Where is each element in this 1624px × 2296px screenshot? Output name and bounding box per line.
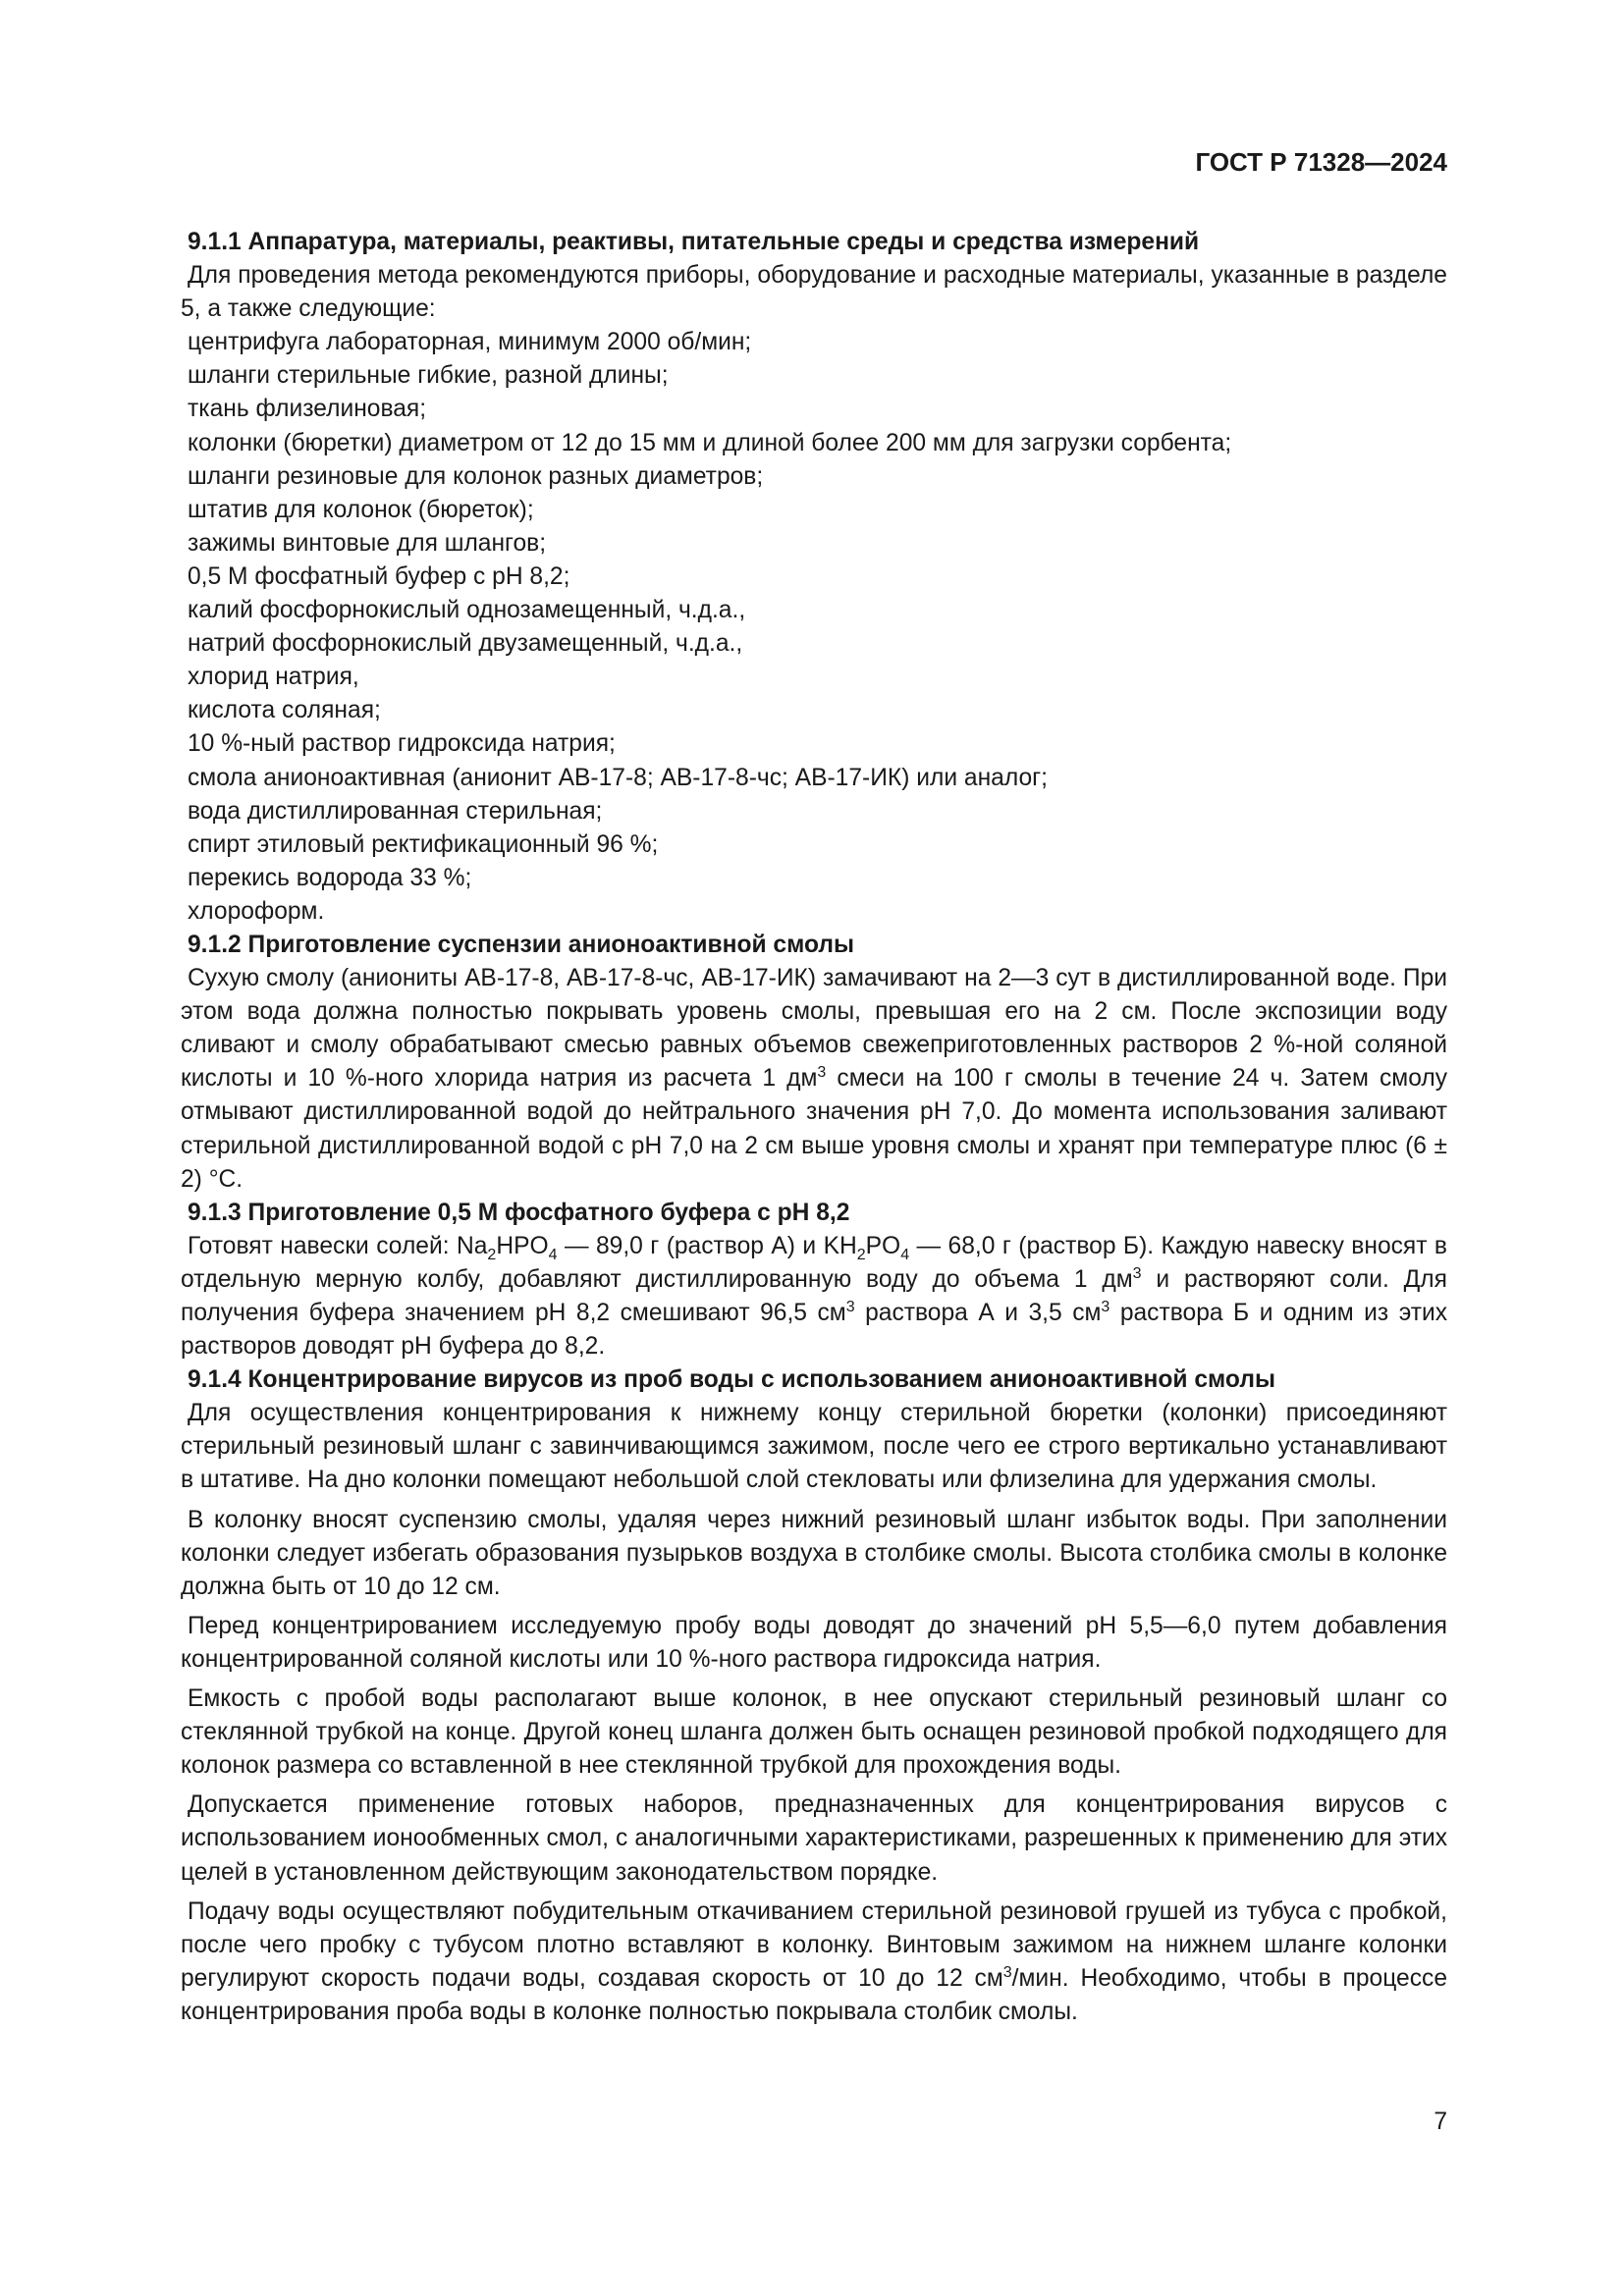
text-run: Сухую смолу (аниониты АВ-17-8, АВ-17-8-чс, АВ-17-ИК) замачивают на 2—3 сут в дистиллированной воде. При этом вода должна полностью покрывать уровень смолы, превышая его на 2 см. После экспозиции воду сливают и смолу обрабатывают смесью равных объемов свежеприготовленных растворов 2 %-ной соляной кислоты и 10 %-ного хлорида натрия из расчета 1 дм [181, 965, 1447, 1093]
text-run: раствора А и 3,5 см [854, 1300, 1102, 1326]
text-run: HPO [496, 1232, 549, 1259]
list-item: штатив для колонок (бюреток); [188, 496, 534, 523]
text-run: — 68,0 г (раствор Б). Каждую навеску вносят в отдельную мерную колбу, добавляют дистиллированную воду до объема 1 дм [181, 1232, 1447, 1293]
list-item: ткань флизелиновая; [188, 396, 427, 423]
section-914-paragraph-1: Для осуществления концентрирования к нижнему концу стерильной бюретки (колонки) присоединяют стерильный резиновый шланг с завинчивающимся зажимом, после чего ее строго вертикально устанавливают в штативе. На дно колонки помещают небольшой слой стекловаты или флизелина для удержания смолы. [181, 1400, 1447, 1494]
list-item: 10 %-ный раствор гидроксида натрия; [188, 730, 616, 758]
text-run: раствора Б и одним из этих растворов доводят pH буфера до 8,2. [181, 1300, 1447, 1361]
list-item: натрий фосфорнокислый двузамещенный, ч.д.а., [188, 630, 743, 658]
text-run: Подачу воды осуществляют побудительным откачиванием стерильной резиновой грушей из тубуса с пробкой, после чего пробку с тубусом плотно вставляют в колонку. Винтовым зажимом на нижнем шланге колонки регулируют скорость подачи воды, создавая скорость от 10 до 12 см [181, 1897, 1447, 1992]
superscript: 3 [1002, 1963, 1012, 1981]
equipment-list [181, 326, 1447, 929]
list-item: калий фосфорнокислый однозамещенный, ч.д.а., [188, 597, 746, 624]
list-item: колонки (бюретки) диаметром от 12 до 15 мм и длиной более 200 мм для загрузки сорбента; [188, 429, 1232, 456]
section-912-heading: 9.1.2 Приготовление суспензии анионоактивной смолы [188, 931, 855, 958]
text-run: и растворяют соли. Для получения буфера значением pH 8,2 смешивают 96,5 см [181, 1265, 1447, 1326]
list-item: зажимы винтовые для шлангов; [188, 529, 547, 557]
list-item: шланги резиновые для колонок разных диаметров; [188, 462, 764, 490]
list-item: хлороформ. [188, 897, 325, 925]
text-run: смеси на 100 г смолы в течение 24 ч. Затем смолу отмывают дистиллированной водой до нейтрального значения pH 7,0. До момента использования заливают стерильной дистиллированной водой с pH 7,0 на 2 см выше уровня смолы и хранят при температуре плюс (6 ± 2) °С. [181, 1065, 1447, 1193]
section-914-paragraph-4: Емкость с пробой воды располагают выше колонок, в нее опускают стерильный резиновый шланг со стеклянной трубкой на конце. Другой конец шланга должен быть оснащен резиновой пробкой подходящего для колонок размера со вставленной в нее стеклянной трубкой для прохождения воды. [181, 1685, 1447, 1780]
text-run: /мин. Необходимо, чтобы в процессе концентрирования проба воды в колонке полностью покрывала столбик смолы. [181, 1964, 1447, 2025]
page-number: 7 [1434, 2109, 1447, 2135]
document-body [181, 226, 1447, 2029]
subscript: 4 [548, 1246, 558, 1263]
list-item: центрифуга лабораторная, минимум 2000 об/мин; [188, 329, 752, 356]
list-item: смола анионоактивная (анионит АВ-17-8; АВ-17-8-чс; АВ-17-ИК) или аналог; [188, 764, 1048, 791]
subscript: 2 [856, 1246, 866, 1263]
section-914-paragraph-2: В колонку вносят суспензию смолы, удаляя через нижний резиновый шланг избыток воды. При заполнении колонки следует избегать образования пузырьков воздуха в столбике смолы. Высота столбика смолы в колонке должна быть от 10 до 12 см. [181, 1506, 1447, 1600]
superscript: 3 [817, 1064, 827, 1082]
section-913-heading: 9.1.3 Приготовление 0,5 М фосфатного буфера с pH 8,2 [188, 1199, 850, 1226]
list-item: спирт этиловый ректификационный 96 %; [188, 830, 659, 858]
section-912-paragraph [181, 962, 1447, 1197]
superscript: 3 [845, 1299, 855, 1315]
superscript: 3 [1101, 1299, 1110, 1315]
section-911-intro: Для проведения метода рекомендуются приборы, оборудование и расходные материалы, указанные в разделе 5, а также следующие: [181, 262, 1447, 323]
document-code: ГОСТ Р 71328—2024 [1195, 147, 1447, 177]
section-914-paragraph-5: Допускается применение готовых наборов, предназначенных для концентрирования вирусов с использованием ионообменных смол, с аналогичными характеристиками, разрешенных к применению для этих целей в установленном действующим законодательством порядке. [181, 1791, 1447, 1886]
text-run: Готовят навески солей: Na [188, 1232, 488, 1259]
list-item: вода дистиллированная стерильная; [188, 797, 603, 825]
text-run: PO [865, 1232, 901, 1259]
list-item: перекись водорода 33 %; [188, 864, 472, 891]
section-913-paragraph [181, 1230, 1447, 1363]
text-run: — 89,0 г (раствор А) и KH [557, 1232, 857, 1259]
list-item: хлорид натрия, [188, 664, 359, 691]
subscript: 2 [487, 1246, 497, 1263]
list-item: 0,5 М фосфатный буфер с pH 8,2; [188, 562, 570, 590]
superscript: 3 [1132, 1264, 1142, 1282]
list-item: кислота соляная; [188, 697, 381, 724]
section-914-paragraph-3: Перед концентрированием исследуемую пробу воды доводят до значений pH 5,5—6,0 путем добавления концентрированной соляной кислоты или 10 %-ного раствора гидроксида натрия. [181, 1612, 1447, 1673]
section-914-heading: 9.1.4 Концентрирование вирусов из проб воды с использованием анионоактивной смолы [188, 1366, 1275, 1394]
section-911-heading: 9.1.1 Аппаратура, материалы, реактивы, питательные среды и средства измерений [188, 229, 1200, 255]
subscript: 4 [900, 1246, 910, 1263]
section-914-paragraph-6 [181, 1896, 1447, 2029]
list-item: шланги стерильные гибкие, разной длины; [188, 362, 669, 390]
